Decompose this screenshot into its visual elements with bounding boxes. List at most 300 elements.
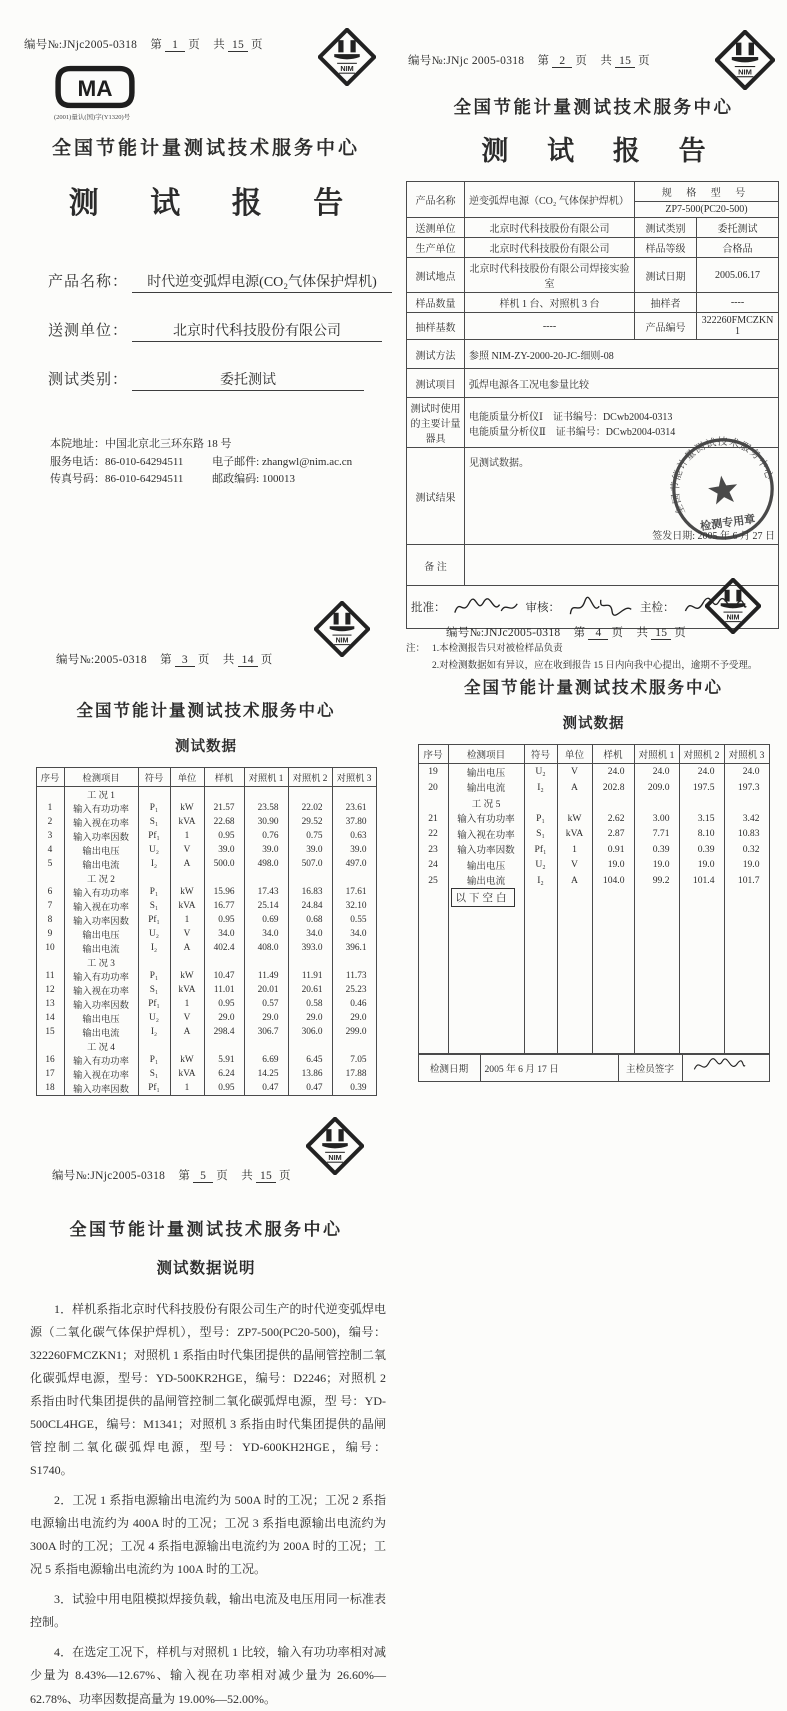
data-cell: 402.4 [204,941,244,955]
chief-signer-cell [682,1054,769,1081]
phone-email-line [50,454,352,472]
data-cell: P₁ [138,969,170,983]
section-title: 测试数据说明 [156,1260,256,1277]
data-cell: U₂ [524,857,557,873]
data-cell: I₂ [138,941,170,955]
data-cell: 16 [45,1055,55,1065]
fax-zip-line [50,471,352,489]
data-cell: 29.0 [332,1011,376,1025]
data-row [36,815,376,829]
data-cell: kW [557,811,592,827]
column-header: 对照机 2 [288,768,332,787]
data-cell: 19.0 [679,857,724,873]
data-cell: V [557,764,592,780]
data-cell: 34.0 [288,927,332,941]
data-cell: 输出电压 [448,857,524,873]
data-cell: 输出电压 [448,764,524,780]
data-row [36,969,376,983]
data-cell: 输入有功功率 [64,801,138,815]
data-cell: 29.0 [244,1011,288,1025]
ma-logo-icon [54,64,136,110]
condition-section-row: 工 况 5 [418,795,769,811]
data-cell: 0.75 [288,829,332,843]
test-date-value: 2005 年 6 月 17 日 [480,1054,618,1081]
data-cell: 306.0 [288,1025,332,1039]
data-cell: 5.91 [204,1053,244,1067]
data-notes-body [30,1298,386,1711]
data-cell: 19.0 [724,857,769,873]
data-cell: 13 [45,999,55,1009]
data-cell: 输入视在功率 [64,1067,138,1081]
data-cell: 输出电流 [448,780,524,796]
inspection-seal-icon [663,429,783,549]
data-cell: 12 [45,985,55,995]
data-cell: Pf₁ [524,842,557,858]
data-cell: 0.39 [634,842,679,858]
data-cell: 2 [47,817,53,827]
data-cell: 0.95 [204,829,244,843]
data-cell: 18 [45,1083,55,1093]
test-category-label: 测试类别： [48,372,129,388]
data-cell: kW [170,969,204,983]
section-title: 测试数据 [175,739,237,755]
data-row [36,899,376,913]
data-cell: 39.0 [204,843,244,857]
data-cell: 298.4 [204,1025,244,1039]
data-cell: 29.0 [288,1011,332,1025]
data-cell: 500.0 [204,857,244,871]
data-cell: 34.0 [244,927,288,941]
data-row [418,857,769,873]
column-header: 检测项目 [448,745,524,764]
data-cell: 24.0 [724,764,769,780]
data-cell: 23 [428,843,438,855]
data-cell: U₂ [524,764,557,780]
org-title: 全国节能计量测试技术服务中心 [51,138,360,159]
data-cell: 19.0 [634,857,679,873]
blank-note-row [418,888,769,907]
data-cell: 209.0 [634,780,679,796]
data-cell: U₂ [138,1011,170,1025]
data-row [36,885,376,899]
data-cell: 17.43 [244,885,288,899]
org-title: 全国节能计量测试技术服务中心 [76,701,336,720]
approve-label: 批准： [411,602,446,614]
seal-bottom-text: 检测专用章 [699,513,757,534]
cma-accreditation-mark [54,64,144,121]
nim-logo-icon [306,1117,364,1175]
data-cell: 0.95 [204,913,244,927]
column-header: 对照机 3 [724,745,769,764]
column-header: 样机 [204,768,244,787]
data-cell: 3.00 [634,811,679,827]
data-cell: 输入功率因数 [64,829,138,843]
data-cell: 25 [428,874,438,886]
address-line: 本院地址：中国北京北三环东路 18 号 [50,438,232,450]
page-4-test-data [402,558,785,1083]
page-3-test-data [22,575,390,1095]
data-cell: 15.96 [204,885,244,899]
svg-text:MA: MA [77,75,113,101]
data-row [36,843,376,857]
report-no: 编号№:JNjc 2005-0318 [408,55,525,67]
nim-logo-icon [705,578,761,634]
product-name-value: 时代逆变弧焊电源(CO₂气体保护焊机) [132,271,392,293]
data-row [36,941,376,955]
data-cell: 0.39 [332,1081,376,1096]
product-name-label: 产品名称： [48,274,129,290]
data-cell: kW [170,885,204,899]
data-cell: 17.88 [332,1067,376,1081]
column-header: 对照机 1 [634,745,679,764]
data-cell: 22.02 [288,801,332,815]
data-cell: 104.0 [592,873,634,889]
result-cell [465,436,779,545]
report-title: 测 试 报 告 [68,187,366,220]
report-no: 编号№:JNjc2005-0318 [52,1170,166,1182]
data-cell: 10.47 [204,969,244,983]
page-1-cover [22,26,390,506]
blank-below-box: 以下空白 [451,888,515,907]
data-cell: 23.58 [244,801,288,815]
chief-label: 主检： [640,602,675,614]
fax: 传真号码：86-010-64294511 [50,473,184,485]
data-cell: 101.4 [679,873,724,889]
data-cell: 1 [170,829,204,843]
data-cell: 24.0 [592,764,634,780]
product-row [407,182,779,218]
test-category-field [48,368,390,391]
data-cell: 输出电流 [64,941,138,955]
column-header: 序号 [418,745,448,764]
data-cell: 6 [47,887,53,897]
data-cell: I₂ [524,780,557,796]
report-no: 编号№:JNjc2005-0318 [24,39,138,51]
data-cell: kVA [170,983,204,997]
data-row [418,842,769,858]
data-cell: 13.86 [288,1067,332,1081]
data-cell: kVA [557,826,592,842]
nim-logo-icon [715,30,775,90]
data-cell: 5 [47,859,53,869]
page-number-line: 编号№:JNjc 2005-0318 第 2 页 共 15 页 [408,55,650,67]
condition-section-row: 工 况 1 [36,787,376,802]
data-cell: 408.0 [244,941,288,955]
data-row [418,780,769,796]
data-cell: 11.73 [332,969,376,983]
data-row [36,983,376,997]
data-cell: S₁ [138,899,170,913]
data-cell: 6.24 [204,1067,244,1081]
data-cell: I₂ [524,873,557,889]
seal-ring-text: 全国节能计量测试技术服务中心 [670,436,775,517]
data-cell: 输出电流 [64,1025,138,1039]
page-number-line: 编号№:JNjc2005-0318 第 5 页 共 15 页 [52,1170,291,1182]
data-cell: 8 [47,915,53,925]
data-cell: 2.62 [592,811,634,827]
spec-label: 规 格 型 号 [635,182,778,202]
column-header: 单位 [170,768,204,787]
page-5-data-notes [22,1085,390,1706]
instrument-1: 电能质量分析仪Ⅰ 证书编号：DCwb2004-0313 [469,411,673,423]
spec-value: ZP7-500(PC20-500) [665,204,748,215]
data-cell: 202.8 [592,780,634,796]
data-cell: P₁ [138,885,170,899]
report-no: 编号№:JNJc2005-0318 [446,627,561,639]
data-cell: 1 [170,1081,204,1096]
data-cell: 输入视在功率 [64,983,138,997]
note-line-2: 2.对检测数据如有异议，应在收到报告 15 日内向我中心提出，逾期不予受理。 [432,660,758,671]
page-total: 15 [228,39,248,52]
data-cell: P₁ [524,811,557,827]
data-cell: 507.0 [288,857,332,871]
table-header-row [36,768,376,787]
location-row: 测试地点 北京时代科技股份有限公司焊接实验室 测试日期 2005.06.17 [407,258,779,293]
data-cell: 0.32 [724,842,769,858]
org-title: 全国节能计量测试技术服务中心 [464,678,723,697]
data-cell: 输入功率因数 [448,842,524,858]
column-header: 对照机 2 [679,745,724,764]
data-cell: I₂ [138,857,170,871]
data-cell: 3 [47,831,53,841]
data-cell: 1 [170,913,204,927]
data-cell: 16.77 [204,899,244,913]
page-num: 1 [165,39,185,52]
data-cell: 输入视在功率 [448,826,524,842]
data-cell: 99.2 [634,873,679,889]
column-header: 对照机 3 [332,768,376,787]
items-row: 测试项目 弧焊电源各工况电参量比较 [407,369,779,398]
data-cell: 24 [428,859,438,871]
report-title: 测 试 报 告 [481,136,722,166]
cover-fields [48,270,390,391]
data-cell: 24.84 [288,899,332,913]
instrument-2: 电能质量分析仪Ⅱ 证书编号：DCwb2004-0314 [469,426,676,438]
data-cell: A [170,941,204,955]
data-cell: 10 [45,943,55,953]
data-cell: 39.0 [332,843,376,857]
result-text: 见测试数据。 [469,458,529,469]
note-paragraph-3: 3．试验中用电阻模拟焊接负载，输出电流及电压用同一标准表控制。 [30,1592,386,1630]
data-cell: 0.76 [244,829,288,843]
notes-label: 注： [406,644,426,654]
data-cell: 输入有功功率 [64,885,138,899]
data-cell: 输出电压 [64,1011,138,1025]
column-header: 对照机 1 [244,768,288,787]
column-header: 符号 [138,768,170,787]
data-cell: S₁ [138,983,170,997]
test-data-table-1 [36,767,377,1096]
data-cell: 20.61 [288,983,332,997]
nim-logo-icon [318,28,376,86]
data-cell: V [170,927,204,941]
data-cell: 输入功率因数 [64,1081,138,1096]
data-cell: 25.23 [332,983,376,997]
data-row [36,1067,376,1081]
data-cell: 25.14 [244,899,288,913]
data-cell: 11.49 [244,969,288,983]
data-cell: Pf₁ [138,829,170,843]
data-cell: 7.71 [634,826,679,842]
data-cell: 3.15 [679,811,724,827]
data-cell: 34.0 [332,927,376,941]
data-cell: 39.0 [288,843,332,857]
data-cell: 34.0 [204,927,244,941]
data-cell: 1 [170,997,204,1011]
data-cell: 23.61 [332,801,376,815]
data-cell: 29.0 [204,1011,244,1025]
data-cell: 0.68 [288,913,332,927]
quantity-row: 样品数量 样机 1 台、对照机 3 台 抽样者 ---- [407,293,779,313]
data-row [36,927,376,941]
org-title: 全国节能计量测试技术服务中心 [69,1220,343,1239]
sign-date: 签发日期: 2005 年 6 月 27 日 [652,531,775,542]
data-row [418,826,769,842]
data-row [418,873,769,889]
data-cell: 14.25 [244,1067,288,1081]
data-cell: 输入视在功率 [64,815,138,829]
data-cell: 0.69 [244,913,288,927]
data-cell: A [557,873,592,889]
data-cell: 输入功率因数 [64,913,138,927]
data-cell: 输出电流 [64,857,138,871]
column-header: 序号 [36,768,64,787]
data-cell: kW [170,1053,204,1067]
data-cell: 0.63 [332,829,376,843]
product-name-field [48,270,390,293]
sender-value: 北京时代科技股份有限公司 [132,320,382,342]
note-paragraph-4: 4．在选定工况下，样机与对照机 1 比较，输入有功功率相对减少量为 8.43%—12.67%、输入视在功率相对减少量为 26.60%—62.78%、功率因数提高量为 19.00%—52.00%。 [30,1645,386,1706]
data-cell: 197.3 [724,780,769,796]
report-no: 编号№:2005-0318 [56,654,147,666]
data-cell: 19 [428,766,438,778]
data-cell: 0.46 [332,997,376,1011]
data-cell: 0.95 [204,1081,244,1096]
data-cell: S₁ [524,826,557,842]
chief-signer-label: 主检员签字 [618,1054,682,1081]
ma-caption: (2001)量认(国)字(Y1320)号 [54,114,131,121]
data-cell: 1 [47,803,53,813]
data-cell: 10.83 [724,826,769,842]
data-cell: 0.47 [244,1081,288,1096]
data-cell: 299.0 [332,1025,376,1039]
data-row [36,801,376,815]
data-cell: V [557,857,592,873]
data-cell: 输入有功功率 [64,1053,138,1067]
data-cell: S₁ [138,815,170,829]
data-cell: 9 [47,929,53,939]
data-cell: A [557,780,592,796]
data-cell: I₂ [138,1025,170,1039]
test-category-value: 委托测试 [132,369,364,391]
table-header-row [418,745,769,764]
data-cell: 15 [45,1027,55,1037]
data-cell: 7.05 [332,1053,376,1067]
producer-row: 生产单位 北京时代科技股份有限公司 样品等级 合格品 [407,238,779,258]
note-paragraph-2: 2．工况 1 系指电源输出电流约为 500A 时的工况；工况 2 系指电源输出电流约为 400A 时的工况；工况 3 系指电源输出电流约为 300A 时的工况；工况 4 系指电源输出电流约为 200A 时的工况；工况 5 系指电源输出电流约为 100A 时的工况。 [30,1493,386,1577]
data-cell: 输入有功功率 [448,811,524,827]
page-number-line: 编号№:2005-0318 第 3 页 共 14 页 [56,654,273,666]
data-row [36,997,376,1011]
data-cell: 17 [45,1069,55,1079]
data-cell: 3.42 [724,811,769,827]
data-cell: 7 [47,901,53,911]
data-cell: 32.10 [332,899,376,913]
data-cell: 24.0 [634,764,679,780]
data-cell: 37.80 [332,815,376,829]
method-row: 测试方法 参照 NIM-ZY-2000-20-JC-细则-08 [407,340,779,369]
data-cell: 11 [45,971,55,981]
data-cell: 输入视在功率 [64,899,138,913]
data-cell: 17.61 [332,885,376,899]
data-cell: 393.0 [288,941,332,955]
data-cell: S₁ [138,1067,170,1081]
test-date-strip [418,1054,770,1082]
data-row [36,1011,376,1025]
sender-label: 送测单位： [48,323,129,339]
note-paragraph-1: 1．样机系指北京时代科技股份有限公司生产的时代逆变弧焊电源（二氧化碳气体保护焊机），型号：ZP7-500(PC20-500)，编号：322260FMCZKN1；对照机 1 系指由时代集团提供的晶闸管控制二氧化碳弧焊电源，型号：YD-500KR2HGE，编号：D2246；对照机 2 系指由时代集团提供的晶闸管控制二氧化碳弧焊电源，型 号：YD-500CL4HGE，编号：M1341；对照机 3 系指由时代集团提供的晶闸管控制二氧化碳弧焊电源，型号：YD-600KH2HGE，编号：S1740。 [30,1302,387,1478]
data-cell: 21.57 [204,801,244,815]
data-cell: 输入有功功率 [64,969,138,983]
data-cell: 29.52 [288,815,332,829]
data-row [36,1025,376,1039]
remark-row: 备 注 [407,545,779,586]
data-cell: 396.1 [332,941,376,955]
data-cell: P₁ [138,1053,170,1067]
condition-section-row: 工 况 4 [36,1039,376,1053]
sample-base-row: 抽样基数 ---- 产品编号 322260FMCZKN1 [407,313,779,340]
data-cell: Pf₁ [138,997,170,1011]
data-cell: 22 [428,828,438,840]
data-cell: P₁ [138,801,170,815]
data-cell: 0.55 [332,913,376,927]
data-cell: 498.0 [244,857,288,871]
column-header: 符号 [524,745,557,764]
result-row: 测试结果 见测试数据。 签发日期: 2005 年 6 月 27 日 全国节能计量测试技术服务中心 检测专用章 [407,448,779,545]
data-cell: 输出电流 [448,873,524,889]
spec-cell [635,182,779,218]
section-title: 测试数据 [562,716,625,732]
data-cell: 21 [428,812,438,824]
data-cell: U₂ [138,843,170,857]
data-cell: A [170,1025,204,1039]
data-cell: kVA [170,815,204,829]
filler-row [418,907,769,1053]
cell-label: 产品名称 [407,182,465,218]
data-cell: kVA [170,1067,204,1081]
nim-logo-icon [314,601,370,657]
data-cell: U₂ [138,927,170,941]
data-cell: Pf₁ [138,913,170,927]
chief-signature-icon [687,1056,751,1076]
data-cell: 0.39 [679,842,724,858]
phone: 服务电话：86-010-64294511 [50,455,184,468]
data-cell: 14 [45,1013,55,1023]
data-cell: 0.91 [592,842,634,858]
data-cell: 2.87 [592,826,634,842]
svg-text:全国节能计量测试技术服务中心 [663,429,779,518]
condition-section-row: 工 况 3 [36,955,376,969]
data-cell: 11.91 [288,969,332,983]
data-cell: 22.68 [204,815,244,829]
org-title: 全国节能计量测试技术服务中心 [453,97,734,117]
test-data-table-2 [418,744,770,1054]
test-date-label: 检测日期 [418,1054,480,1081]
page-number-line: 编号№:JNjc2005-0318 第 1 页 共 15 页 [24,39,263,51]
data-cell: 输入功率因数 [64,997,138,1011]
data-cell: 19.0 [592,857,634,873]
data-cell: 0.57 [244,997,288,1011]
